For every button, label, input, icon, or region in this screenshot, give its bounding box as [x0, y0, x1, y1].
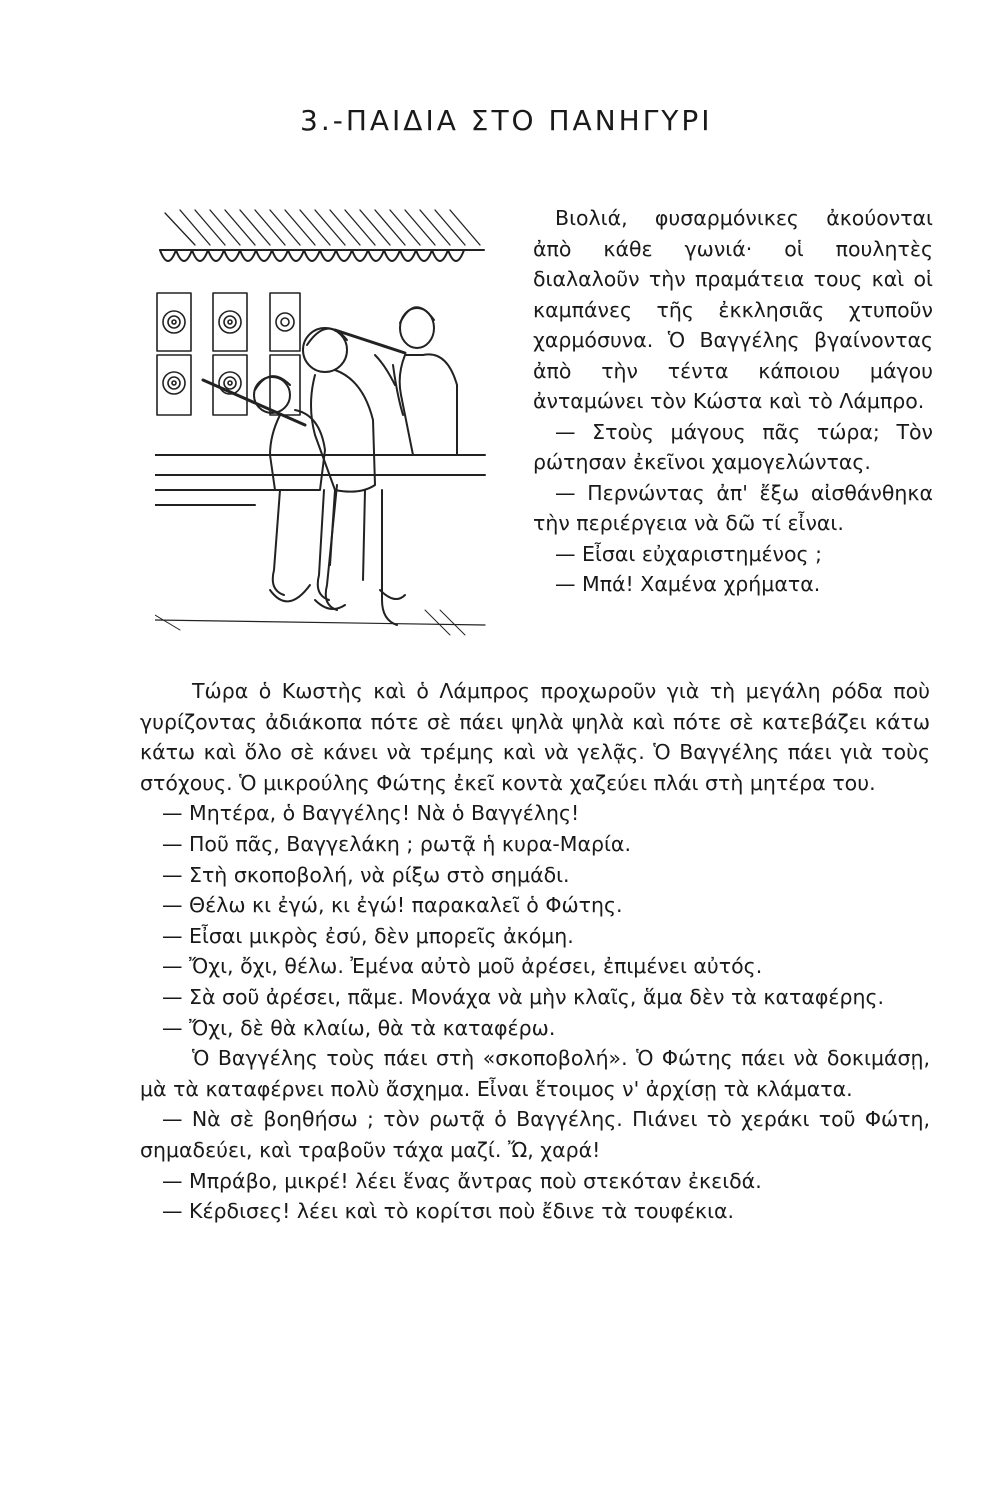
- dialogue-line: — Μητέρα, ὁ Βαγγέλης! Νὰ ὁ Βαγγέλης!: [162, 801, 580, 826]
- dialogue-line: — Μπράβο, μικρέ! λέει ἕνας ἄντρας ποὺ στεκόταν ἐκειδά.: [162, 1168, 762, 1193]
- dialogue-line: — Θέλω κι ἐγώ, κι ἐγώ! παρακαλεῖ ὁ Φώτης.: [162, 893, 623, 918]
- side-paragraph: — Μπά! Χαμένα χρήματα.: [555, 572, 821, 596]
- dialogue-line: — Ποῦ πᾶς, Βαγγελάκη ; ρωτᾷ ἡ κυρα-Μαρία.: [162, 831, 631, 856]
- dialogue-line: — Ὄχι, ὄχι, θέλω. Ἐμένα αὐτὸ μοῦ ἀρέσει, ἐπιμένει αὐτός.: [162, 954, 763, 979]
- dialogue-line: — Εἶσαι μικρὸς ἐσύ, δὲν μπορεῖς ἀκόμη.: [162, 923, 574, 948]
- side-paragraph: — Στοὺς μάγους πᾶς τώρα; Τὸν ρώτησαν ἐκεῖνοι χαμογελώντας.: [533, 419, 933, 474]
- page-title: 3.-ΠΑΙΔΙΑ ΣΤΟ ΠΑΝΗΓΥΡΙ: [300, 104, 713, 137]
- dialogue-line: — Νὰ σὲ βοηθήσω ; τὸν ρωτᾷ ὁ Βαγγέλης. Πιάνει τὸ χεράκι τοῦ Φώτη, σημαδεύει, καὶ τραβοῦν τάχα μαζί. Ὤ, χαρά!: [140, 1107, 930, 1162]
- side-paragraph: — Περνώντας ἀπ' ἔξω αἰσθάνθηκα τὴν περιέργεια νὰ δῶ τί εἶναι.: [533, 480, 933, 535]
- main-paragraph: Τώρα ὁ Κωστὴς καὶ ὁ Λάμπρος προχωροῦν γιὰ τὴ μεγάλη ρόδα ποὺ γυρίζοντας ἀδιάκοπα πότε σὲ πάει ψηλὰ ψηλὰ καὶ πότε σὲ κατεβάζει κάτω κάτω καὶ ὅλο σὲ κάνει νὰ τρέμης καὶ νὰ γελᾷς. Ὁ Βαγγέλης πάει γιὰ τοὺς στόχους. Ὁ μικρούλης Φώτης ἐκεῖ κοντὰ χαζεύει πλάι στὴ μητέρα του.: [140, 679, 930, 795]
- dialogue-line: — Κέρδισες! λέει καὶ τὸ κορίτσι ποὺ ἔδινε τὰ τουφέκια.: [162, 1199, 735, 1224]
- dialogue-line: — Ὄχι, δὲ θὰ κλαίω, θὰ τὰ καταφέρω.: [162, 1015, 556, 1040]
- dialogue-line: — Στὴ σκοποβολή, νὰ ρίξω στὸ σημάδι.: [162, 862, 570, 887]
- side-column-text: [533, 203, 933, 600]
- side-paragraph: Βιολιά, φυσαρμόνικες ἀκούονται ἀπὸ κάθε γωνιά· οἱ πουλητὲς διαλαλοῦν τὴν πραμάτεια τους καὶ οἱ καμπάνες τῆς ἐκκλησιᾶς χτυποῦν χαρμόσυνα. Ὁ Βαγγέλης βγαίνοντας ἀπὸ τὴν τέντα κάποιου μάγου ἀνταμώνει τὸν Κώστα καὶ τὸ Λάμπρο.: [533, 206, 933, 413]
- dialogue-line: — Σὰ σοῦ ἀρέσει, πᾶμε. Μονάχα νὰ μὴν κλαῖς, ἅμα δὲν τὰ καταφέρης.: [162, 984, 885, 1009]
- main-text: [140, 676, 930, 1227]
- shooting-gallery-illustration-icon: [155, 205, 490, 645]
- main-paragraph: Ὁ Βαγγέλης τοὺς πάει στὴ «σκοποβολή». Ὁ Φώτης πάει νὰ δοκιμάσῃ, μὰ τὰ καταφέρνει πολὺ ἄσχημα. Εἶναι ἕτοιμος ν' ἀρχίσῃ τὰ κλάματα.: [140, 1046, 930, 1101]
- side-paragraph: — Εἶσαι εὐχαριστημένος ;: [555, 541, 823, 566]
